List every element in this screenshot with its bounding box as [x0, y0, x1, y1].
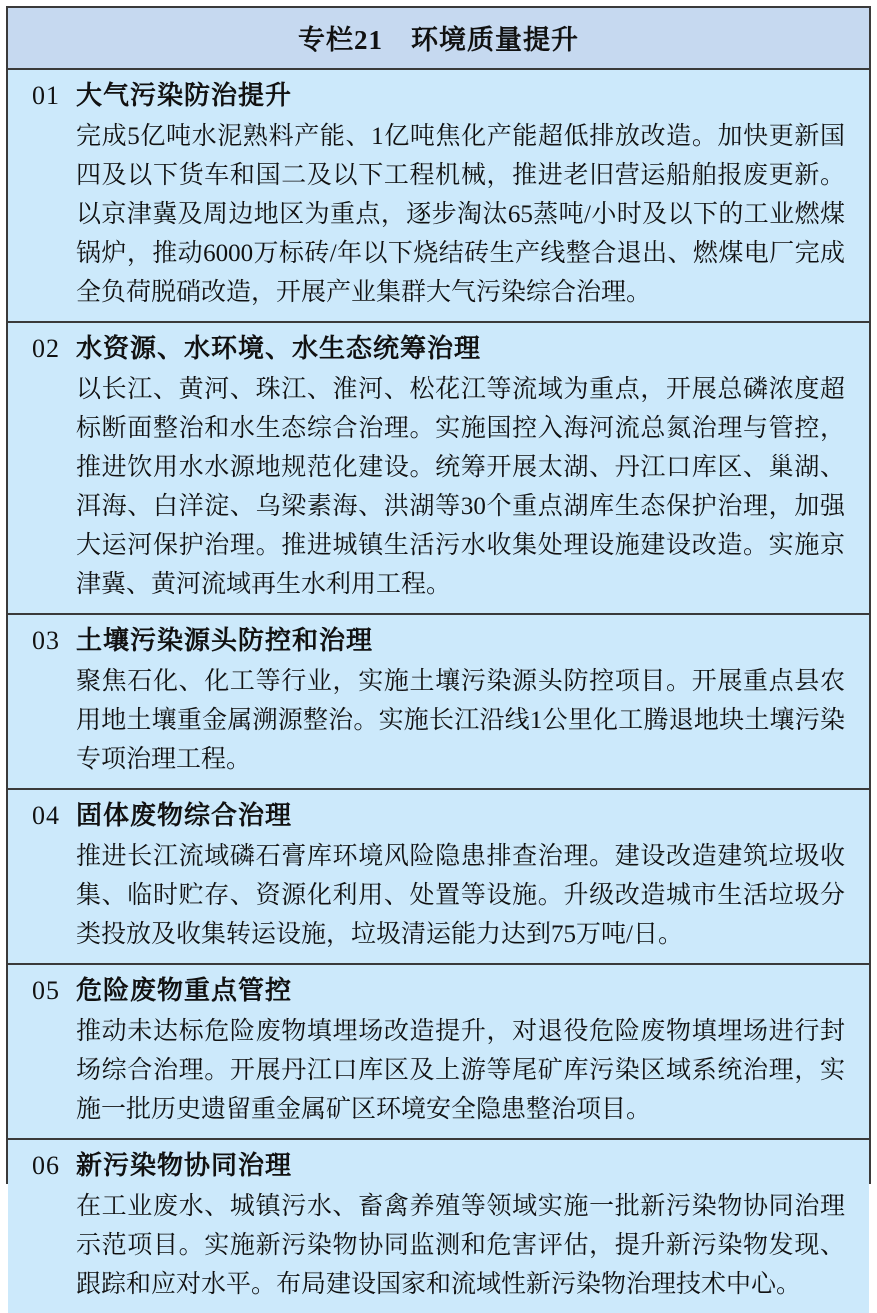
section-number: 04: [32, 801, 60, 830]
section-number: 03: [32, 626, 60, 655]
section-title: 新污染物协同治理: [76, 1151, 293, 1180]
section-title: 危险废物重点管控: [76, 976, 293, 1005]
section-title-row: [8, 797, 869, 835]
section-number: 01: [32, 81, 60, 110]
section-water-governance: [8, 323, 869, 615]
column-box-panel: [6, 6, 871, 1298]
section-title-row: [8, 622, 869, 660]
section-title-row: [8, 1147, 869, 1185]
section-number: 02: [32, 334, 60, 363]
section-title: 土壤污染源头防控和治理: [76, 626, 374, 655]
section-list: [8, 70, 869, 1313]
section-title-row: [8, 330, 869, 368]
section-body-text: 以长江、黄河、珠江、淮河、松花江等流域为重点，开展总磷浓度超标断面整治和水生态综合治理。实施国控入海河流总氮治理与管控，推进饮用水水源地规范化建设。统筹开展太湖、丹江口库区、巢湖、洱海、白洋淀、乌梁素海、洪湖等30个重点湖库生态保护治理，加强大运河保护治理。推进城镇生活污水收集处理设施建设改造。实施京津冀、黄河流域再生水利用工程。: [76, 376, 845, 598]
section-soil-pollution: [8, 615, 869, 790]
section-number: 06: [32, 1151, 60, 1180]
section-air-pollution: [8, 70, 869, 323]
section-new-pollutants: [8, 1140, 869, 1313]
section-title: 水资源、水环境、水生态统筹治理: [76, 334, 482, 363]
section-body-text: 推动未达标危险废物填埋场改造提升，对退役危险废物填埋场进行封场综合治理。开展丹江口库区及上游等尾矿库污染区域系统治理，实施一批历史遗留重金属矿区环境安全隐患整治项目。: [76, 1018, 845, 1123]
section-body-text: 推进长江流域磷石膏库环境风险隐患排查治理。建设改造建筑垃圾收集、临时贮存、资源化利用、处置等设施。升级改造城市生活垃圾分类投放及收集转运设施，垃圾清运能力达到75万吨/日。: [76, 843, 845, 948]
section-hazardous-waste: [8, 965, 869, 1140]
section-title: 大气污染防治提升: [76, 81, 293, 110]
panel-title: 专栏21 环境质量提升: [8, 8, 869, 70]
section-title-row: [8, 972, 869, 1010]
section-title-row: [8, 77, 869, 115]
section-body-text: 完成5亿吨水泥熟料产能、1亿吨焦化产能超低排放改造。加快更新国四及以下货车和国二及以下工程机械，推进老旧营运船舶报废更新。以京津冀及周边地区为重点，逐步淘汰65蒸吨/小时及以下的工业燃煤锅炉，推动6000万标砖/年以下烧结砖生产线整合退出、燃煤电厂完成全负荷脱硝改造，开展产业集群大气污染综合治理。: [76, 123, 845, 306]
section-title: 固体废物综合治理: [76, 801, 293, 830]
section-body-text: 在工业废水、城镇污水、畜禽养殖等领域实施一批新污染物协同治理示范项目。实施新污染物协同监测和危害评估，提升新污染物发现、跟踪和应对水平。布局建设国家和流域性新污染物治理技术中心。: [76, 1193, 845, 1298]
section-body-text: 聚焦石化、化工等行业，实施土壤污染源头防控项目。开展重点县农用地土壤重金属溯源整治。实施长江沿线1公里化工腾退地块土壤污染专项治理工程。: [76, 668, 845, 773]
section-number: 05: [32, 976, 60, 1005]
section-solid-waste: [8, 790, 869, 965]
